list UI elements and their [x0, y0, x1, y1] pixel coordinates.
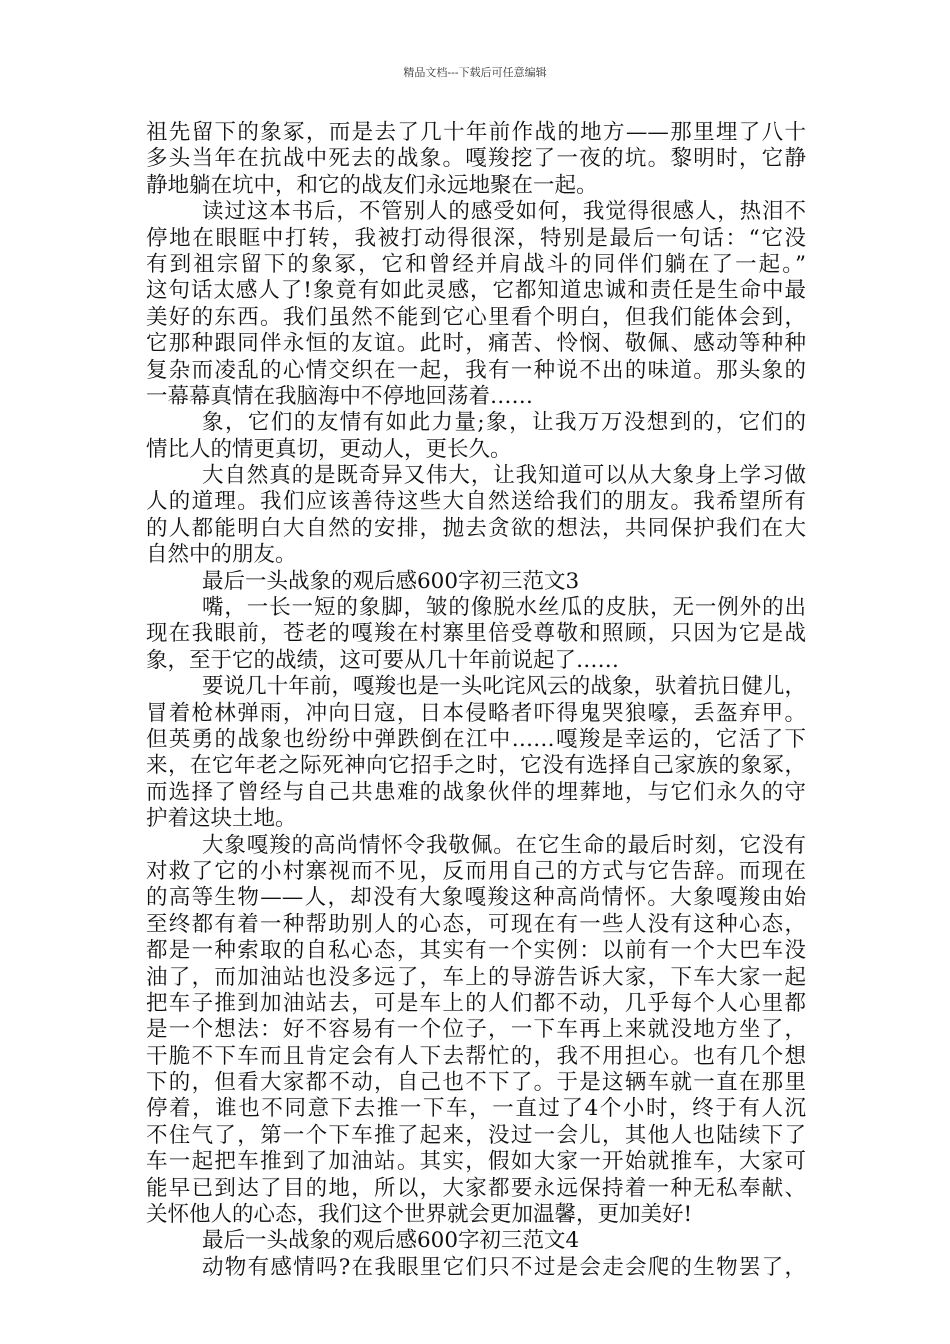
text-line: 一幕幕真情在我脑海中不停地回荡着……: [146, 383, 534, 409]
text-line: 读过这本书后，不管别人的感受如何，我觉得很感人，热泪不: [202, 199, 806, 225]
text-line: 情比人的情更真切，更动人，更长久。: [146, 436, 512, 462]
text-line: 冒着枪林弹雨，冲向日寇，日本侵略者吓得鬼哭狼嚎，丢盔弃甲。: [146, 700, 806, 726]
document-body: [146, 120, 806, 1281]
text-line: 动物有感情吗?在我眼里它们只不过是会走会爬的生物罢了，: [202, 1254, 806, 1280]
text-line: 能早已到达了目的地，所以，大家都要永远保持着一种无私奉献、: [146, 1175, 806, 1201]
text-line: 的人都能明白大自然的安排，抛去贪欲的想法，共同保护我们在大: [146, 515, 806, 541]
text-line: 这句话太感人了!象竟有如此灵感，它都知道忠诚和责任是生命中最: [146, 278, 806, 304]
text-line: 大象嘎羧的高尚情怀令我敬佩。在它生命的最后时刻，它没有: [202, 832, 806, 858]
text-line: 不住气了，第一个下车推了起来，没过一会儿，其他人也陆续下了: [146, 1122, 806, 1148]
text-line: 下的，但看大家都不动，自己也不下了。于是这辆车就一直在那里: [146, 1070, 806, 1096]
text-line: 而选择了曾经与自己共患难的战象伙伴的埋葬地，与它们永久的守: [146, 779, 806, 805]
text-line: 车一起把车推到了加油站。其实，假如大家一开始就推车，大家可: [146, 1149, 806, 1175]
page-header: 精品文档---下载后可任意编辑: [403, 66, 547, 79]
text-line: 干脆不下车而且肯定会有人下去帮忙的，我不用担心。也有几个想: [146, 1043, 806, 1069]
text-line: 有到祖宗留下的象冢，它和曾经并肩战斗的同伴们躺在了一起。”: [146, 251, 806, 277]
text-line: 停着，谁也不同意下去推一下车，一直过了4个小时，终于有人沉: [146, 1096, 806, 1122]
text-line: 但英勇的战象也纷纷中弹跌倒在江中……嘎羧是幸运的，它活了下: [146, 726, 806, 752]
text-line: 至终都有着一种帮助别人的心态，可现在有一些人没有这种心态，: [146, 911, 806, 937]
text-line: 要说几十年前，嘎羧也是一头叱诧风云的战象，驮着抗日健儿，: [202, 674, 806, 700]
text-line: 象，至于它的战绩，这可要从几十年前说起了……: [146, 647, 620, 673]
text-line: 现在我眼前，苍老的嘎羧在村寨里倍受尊敬和照顾，只因为它是战: [146, 621, 806, 647]
text-line: 关怀他人的心态，我们这个世界就会更加温馨，更加美好!: [146, 1202, 693, 1228]
text-line: 的高等生物——人，却没有大象嘎羧这种高尚情怀。大象嘎羧由始: [146, 885, 806, 911]
section-heading: 最后一头战象的观后感600字初三范文4: [202, 1228, 580, 1254]
text-line: 停地在眼眶中打转，我被打动得很深，特别是最后一句话：“它没: [146, 225, 806, 251]
text-line: 是一个想法：好不容易有一个位子，一下车再上来就没地方坐了，: [146, 1017, 806, 1043]
text-line: 都是一种索取的自私心态，其实有一个实例：以前有一个大巴车没: [146, 938, 806, 964]
text-line: 象，它们的友情有如此力量;象，让我万万没想到的，它们的: [202, 410, 806, 436]
text-line: 油了，而加油站也没多远了，车上的导游告诉大家，下车大家一起: [146, 964, 806, 990]
text-line: 来，在它年老之际死神向它招手之时，它没有选择自己家族的象冢，: [146, 753, 806, 779]
text-line: 把车子推到加油站去，可是车上的人们都不动，几乎每个人心里都: [146, 990, 806, 1016]
text-line: 多头当年在抗战中死去的战象。嘎羧挖了一夜的坑。黎明时，它静: [146, 146, 806, 172]
text-line: 嘴，一长一短的象脚，皱的像脱水丝瓜的皮肤，无一例外的出: [202, 595, 806, 621]
text-line: 静地躺在坑中，和它的战友们永远地聚在一起。: [146, 172, 598, 198]
text-line: 自然中的朋友。: [146, 542, 297, 568]
text-line: 人的道理。我们应该善待这些大自然送给我们的朋友。我希望所有: [146, 489, 806, 515]
text-line: 大自然真的是既奇异又伟大，让我知道可以从大象身上学习做: [202, 463, 806, 489]
text-line: 美好的东西。我们虽然不能到它心里看个明白，但我们能体会到，: [146, 304, 806, 330]
section-heading: 最后一头战象的观后感600字初三范文3: [202, 568, 580, 594]
text-line: 它那种跟同伴永恒的友谊。此时，痛苦、怜悯、敬佩、感动等种种: [146, 331, 806, 357]
text-line: 对救了它的小村寨视而不见，反而用自己的方式与它告辞。而现在: [146, 858, 806, 884]
text-line: 护着这块土地。: [146, 806, 297, 832]
text-line: 祖先留下的象冢，而是去了几十年前作战的地方——那里埋了八十: [146, 120, 806, 145]
text-line: 复杂而凌乱的心情交织在一起，我有一种说不出的味道。那头象的: [146, 357, 806, 383]
